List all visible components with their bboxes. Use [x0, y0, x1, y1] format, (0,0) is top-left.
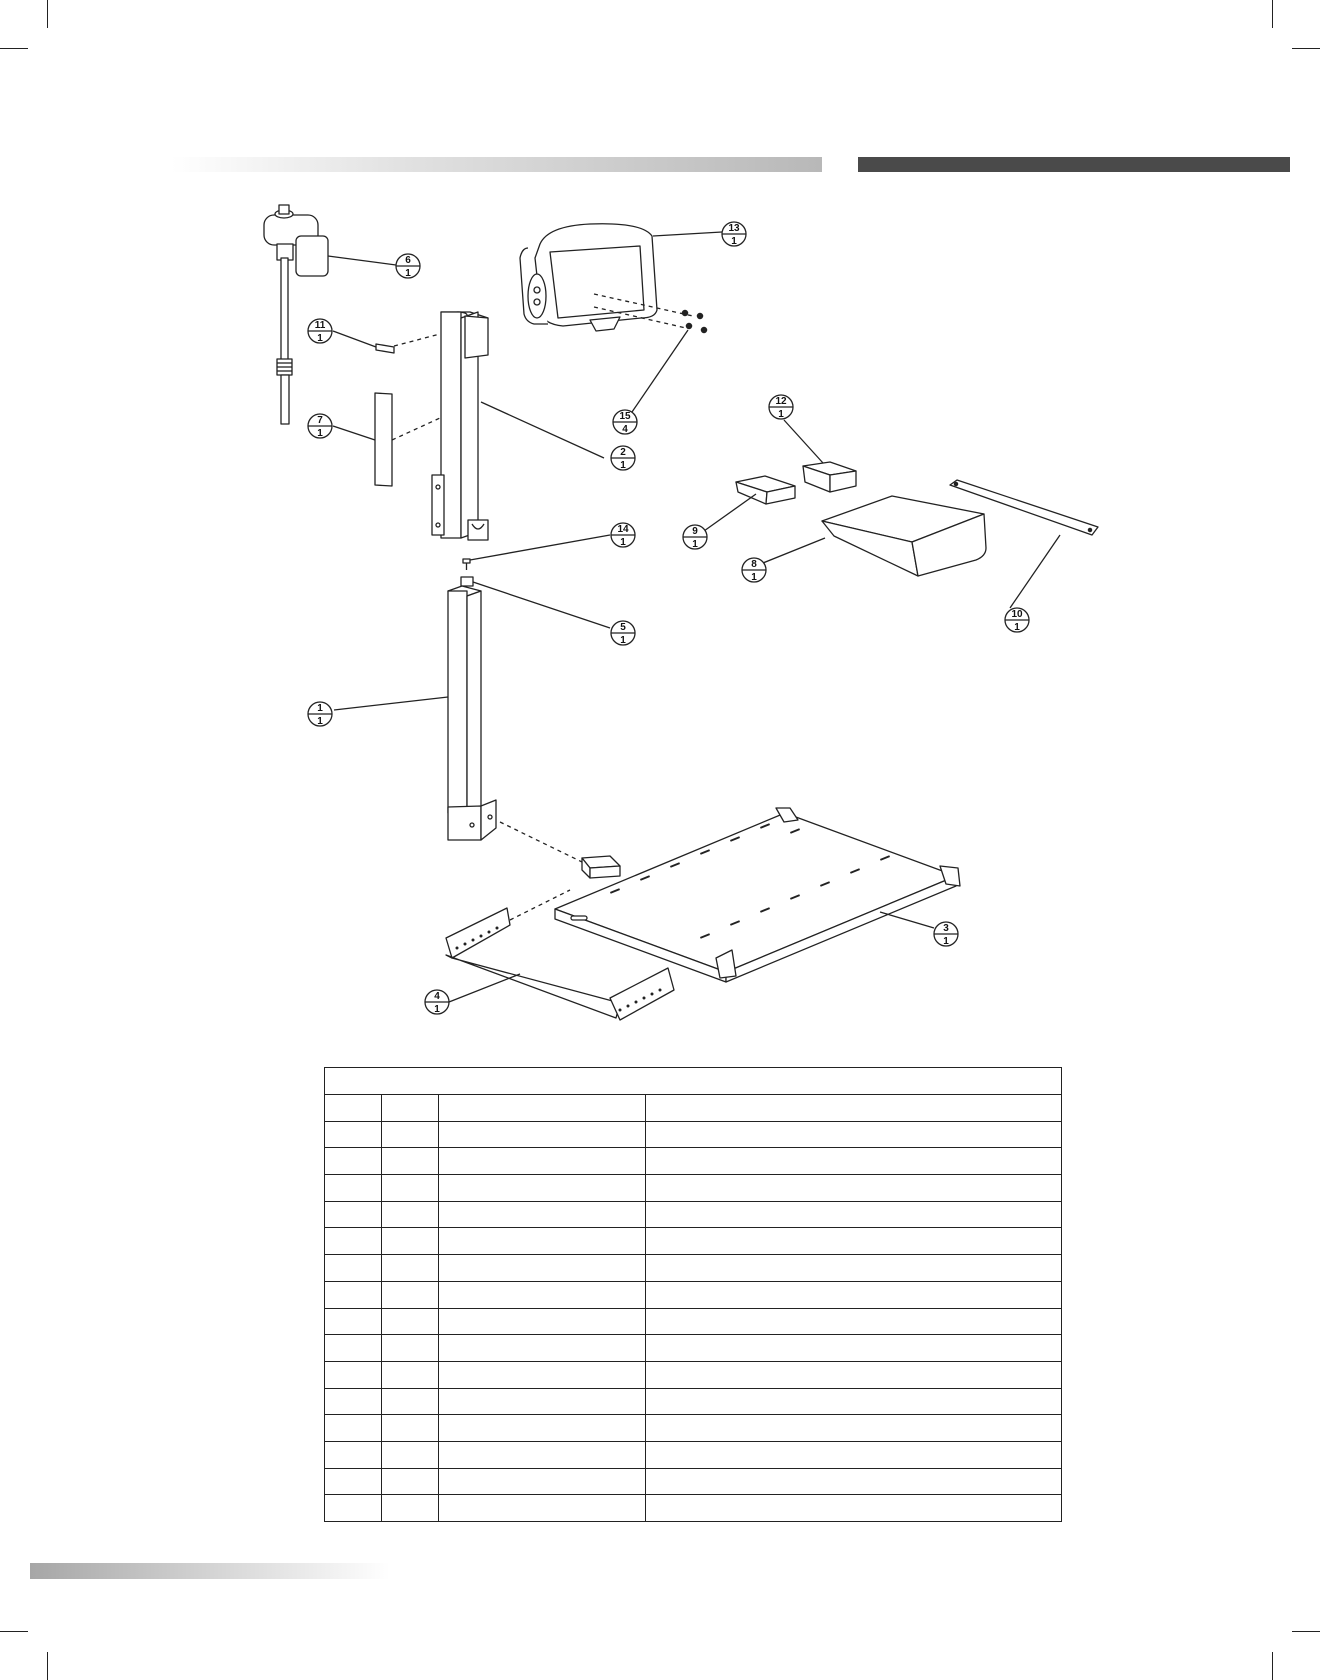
- table-cell: [439, 1201, 646, 1228]
- table-row: [325, 1441, 1062, 1468]
- table-cell: [382, 1281, 439, 1308]
- callout-5: [611, 621, 635, 646]
- table-cell: [325, 1335, 382, 1362]
- callout-item-14: 14: [617, 524, 629, 535]
- callout-qty-13: 1: [731, 236, 737, 247]
- table-row: [325, 1415, 1062, 1442]
- part-upper-column: [432, 312, 488, 540]
- table-cell: [646, 1388, 1062, 1415]
- table-row: [325, 1148, 1062, 1175]
- table-cell: [382, 1415, 439, 1442]
- table-cell: [325, 1415, 382, 1442]
- table-cell: [439, 1468, 646, 1495]
- table-cell: [439, 1281, 646, 1308]
- table-caption-row: [325, 1068, 1062, 1095]
- callout-qty-9: 1: [692, 539, 698, 550]
- part-pad-small: [803, 462, 856, 492]
- table-cell: [382, 1175, 439, 1202]
- callout-qty-11: 1: [317, 333, 323, 344]
- table-cell: [439, 1228, 646, 1255]
- callout-item-6: 6: [405, 255, 411, 266]
- part-strip-label: [375, 393, 392, 486]
- table-cell: [325, 1201, 382, 1228]
- table-row: [325, 1201, 1062, 1228]
- table-cell: [646, 1468, 1062, 1495]
- callout-4: [425, 990, 449, 1015]
- table-caption: [325, 1068, 1062, 1095]
- table-cell: [325, 1255, 382, 1282]
- table-cell: [325, 1495, 382, 1522]
- part-screws: [682, 310, 706, 332]
- table-cell: [646, 1228, 1062, 1255]
- table-body: [325, 1121, 1062, 1521]
- callout-item-12: 12: [775, 396, 787, 407]
- callout-qty-14: 1: [620, 537, 626, 548]
- callout-item-11: 11: [314, 320, 326, 331]
- table-header-row: [325, 1095, 1062, 1122]
- callout-item-10: 10: [1011, 609, 1023, 620]
- part-actuator-motor: [264, 205, 328, 424]
- callout-6: [396, 254, 420, 279]
- table-cell: [382, 1335, 439, 1362]
- table-row: [325, 1228, 1062, 1255]
- table-cell: [439, 1148, 646, 1175]
- table-cell: [325, 1308, 382, 1335]
- part-control-box: [520, 224, 657, 331]
- callout-qty-4: 1: [434, 1004, 440, 1015]
- table-cell: [382, 1228, 439, 1255]
- callout-qty-8: 1: [751, 572, 757, 583]
- callout-item-13: 13: [728, 223, 740, 234]
- table-cell: [382, 1308, 439, 1335]
- callout-item-5: 5: [620, 622, 626, 633]
- table-cell: [325, 1148, 382, 1175]
- callout-item-7: 7: [317, 415, 323, 426]
- callout-item-3: 3: [943, 923, 949, 934]
- table-cell: [646, 1308, 1062, 1335]
- table-cell: [325, 1388, 382, 1415]
- callout-qty-6: 1: [405, 268, 411, 279]
- table-cell: [382, 1388, 439, 1415]
- callout-item-15: 15: [619, 411, 631, 422]
- callout-1: [308, 702, 332, 727]
- table-row: [325, 1335, 1062, 1362]
- callout-item-8: 8: [751, 559, 757, 570]
- callout-9: [683, 525, 707, 550]
- callout-15: [613, 410, 637, 435]
- parts-list-table: [324, 1067, 1062, 1522]
- table-cell: [382, 1121, 439, 1148]
- callout-qty-15: 4: [622, 424, 628, 435]
- callout-qty-10: 1: [1014, 622, 1020, 633]
- table-cell: [439, 1441, 646, 1468]
- table-row: [325, 1308, 1062, 1335]
- table-cell: [646, 1255, 1062, 1282]
- callout-item-4: 4: [434, 991, 440, 1002]
- callout-qty-7: 1: [317, 428, 323, 439]
- table-cell: [325, 1281, 382, 1308]
- column-header: [439, 1095, 646, 1122]
- callout-3: [934, 922, 958, 947]
- part-small-label: [376, 344, 394, 353]
- table-row: [325, 1361, 1062, 1388]
- part-connector-block: [582, 856, 620, 878]
- callout-qty-5: 1: [620, 635, 626, 646]
- part-pad-medium: [736, 476, 795, 504]
- callout-13: [722, 222, 746, 247]
- table-cell: [382, 1441, 439, 1468]
- table-row: [325, 1255, 1062, 1282]
- table-cell: [439, 1335, 646, 1362]
- table-cell: [646, 1495, 1062, 1522]
- table-cell: [382, 1255, 439, 1282]
- callout-12: [769, 395, 793, 420]
- callout-14: [611, 523, 635, 548]
- callout-qty-3: 1: [943, 936, 949, 947]
- column-header: [646, 1095, 1062, 1122]
- column-header: [382, 1095, 439, 1122]
- table-cell: [646, 1121, 1062, 1148]
- part-platform: [555, 808, 960, 982]
- table-row: [325, 1175, 1062, 1202]
- table-cell: [382, 1361, 439, 1388]
- table-cell: [439, 1415, 646, 1442]
- table-cell: [325, 1361, 382, 1388]
- table-cell: [646, 1281, 1062, 1308]
- callout-7: [308, 414, 332, 439]
- table-cell: [646, 1175, 1062, 1202]
- table-cell: [439, 1175, 646, 1202]
- table-cell: [646, 1148, 1062, 1175]
- callout-item-9: 9: [692, 526, 698, 537]
- callout-qty-2: 1: [620, 460, 626, 471]
- table-cell: [382, 1495, 439, 1522]
- part-lower-column: [448, 586, 496, 840]
- column-header: [325, 1095, 382, 1122]
- table-cell: [439, 1495, 646, 1522]
- table-cell: [439, 1388, 646, 1415]
- table-cell: [646, 1441, 1062, 1468]
- table-row: [325, 1468, 1062, 1495]
- table-row: [325, 1388, 1062, 1415]
- callout-8: [742, 558, 766, 583]
- table-cell: [325, 1121, 382, 1148]
- table-cell: [382, 1201, 439, 1228]
- table-cell: [382, 1468, 439, 1495]
- callout-qty-1: 1: [317, 716, 323, 727]
- table-row: [325, 1121, 1062, 1148]
- table-cell: [382, 1148, 439, 1175]
- callout-item-2: 2: [620, 447, 626, 458]
- callout-10: [1005, 608, 1029, 633]
- table-cell: [439, 1361, 646, 1388]
- callout-qty-12: 1: [778, 409, 784, 420]
- table-cell: [646, 1361, 1062, 1388]
- table-cell: [646, 1201, 1062, 1228]
- table-cell: [325, 1228, 382, 1255]
- callout-2: [611, 446, 635, 471]
- part-insert: [461, 577, 473, 586]
- table-cell: [325, 1175, 382, 1202]
- table-cell: [439, 1121, 646, 1148]
- table-row: [325, 1281, 1062, 1308]
- table-cell: [325, 1468, 382, 1495]
- callout-11: [308, 319, 332, 344]
- table-row: [325, 1495, 1062, 1522]
- part-seat-cushion: [822, 496, 986, 576]
- table-cell: [325, 1441, 382, 1468]
- table-cell: [646, 1335, 1062, 1362]
- table-cell: [646, 1415, 1062, 1442]
- callout-item-1: 1: [317, 703, 323, 714]
- table-cell: [439, 1308, 646, 1335]
- table-cell: [439, 1255, 646, 1282]
- part-bolt: [463, 559, 470, 570]
